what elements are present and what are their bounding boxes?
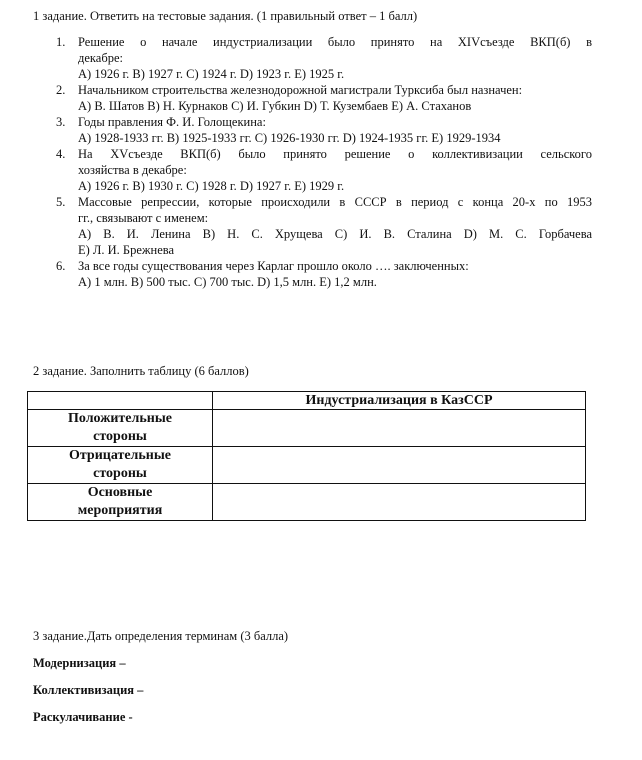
question-1	[56, 34, 592, 82]
question-2	[56, 82, 592, 114]
answer-cell[interactable]	[213, 410, 586, 447]
question-number: 5.	[56, 195, 66, 209]
row-header-line: Положительные	[68, 411, 172, 426]
question-number: 4.	[56, 147, 66, 161]
answer-options: Е) Л. И. Брежнева	[78, 243, 175, 257]
table-corner-cell	[28, 392, 213, 410]
table-header-row	[28, 392, 586, 410]
row-header-line: Отрицательные	[68, 448, 172, 463]
answer-options: А) 1 млн. В) 500 тыс. С) 700 тыс. D) 1,5 млн. Е) 1,2 млн.	[78, 275, 377, 289]
row-header-line: мероприятия	[77, 503, 163, 518]
question-number: 1.	[56, 35, 66, 49]
question-text-line: На XVсъезде ВКП(б) было принято решение о коллективизации сельского	[78, 147, 592, 161]
row-header-negative	[28, 447, 213, 484]
question-number: 6.	[56, 259, 66, 273]
term-modernization: Модернизация –	[33, 656, 126, 670]
table-row	[28, 410, 586, 447]
question-text-line: декабре:	[78, 51, 123, 65]
answer-options: А) 1928-1933 гг. В) 1925-1933 гг. С) 1926-1930 гг. D) 1924-1935 гг. Е) 1929-1934	[78, 131, 501, 145]
row-header-measures	[28, 484, 213, 521]
question-number: 3.	[56, 115, 66, 129]
question-3	[56, 114, 592, 146]
row-header-line: стороны	[93, 429, 147, 444]
question-4	[56, 146, 592, 194]
question-text-line: За все годы существования через Карлаг прошло около …. заключенных:	[78, 259, 469, 273]
question-text-line: хозяйства в декабре:	[78, 163, 187, 177]
question-text-line: гг., связывают с именем:	[78, 211, 209, 225]
question-text-line: Массовые репрессии, которые происходили в СССР в период с конца 20-х по 1953	[78, 195, 592, 209]
question-text-line: Решение о начале индустриализации было принято на XIVсъезде ВКП(б) в	[78, 35, 592, 49]
table-row	[28, 447, 586, 484]
question-text-line: Годы правления Ф. И. Голощекина:	[78, 115, 266, 129]
question-6	[56, 258, 592, 290]
question-number: 2.	[56, 83, 66, 97]
row-header-positive	[28, 410, 213, 447]
answer-options: А) В. Шатов В) Н. Курнаков С) И. Губкин D) Т. Кузембаев Е) А. Стаханов	[78, 99, 472, 113]
task3-title: 3 задание.Дать определения терминам (3 балла)	[33, 629, 289, 643]
answer-cell[interactable]	[213, 447, 586, 484]
term-collectivization: Коллективизация –	[33, 683, 144, 697]
row-header-line: Основные	[87, 485, 153, 500]
task1-title: 1 задание. Ответить на тестовые задания. (1 правильный ответ – 1 балл)	[33, 9, 418, 23]
table-column-header: Индустриализация в КазССР	[213, 392, 586, 410]
row-header-line: стороны	[93, 466, 147, 481]
task2-title: 2 задание. Заполнить таблицу (6 баллов)	[33, 364, 249, 378]
answer-options: А) В. И. Ленина В) Н. С. Хрущева С) И. В. Сталина D) М. С. Горбачева	[78, 227, 592, 241]
answer-options: А) 1926 г. В) 1927 г. С) 1924 г. D) 1923 г. Е) 1925 г.	[78, 67, 345, 81]
answer-cell[interactable]	[213, 484, 586, 521]
table-row	[28, 484, 586, 521]
questions-list	[56, 34, 592, 290]
answer-options: А) 1926 г. В) 1930 г. С) 1928 г. D) 1927 г. Е) 1929 г.	[78, 179, 345, 193]
question-text-line: Начальником строительства железнодорожной магистрали Турксиба был назначен:	[78, 83, 523, 97]
question-5	[56, 194, 592, 258]
term-dekulakization: Раскулачивание -	[33, 710, 133, 724]
industrialization-table	[27, 391, 586, 521]
